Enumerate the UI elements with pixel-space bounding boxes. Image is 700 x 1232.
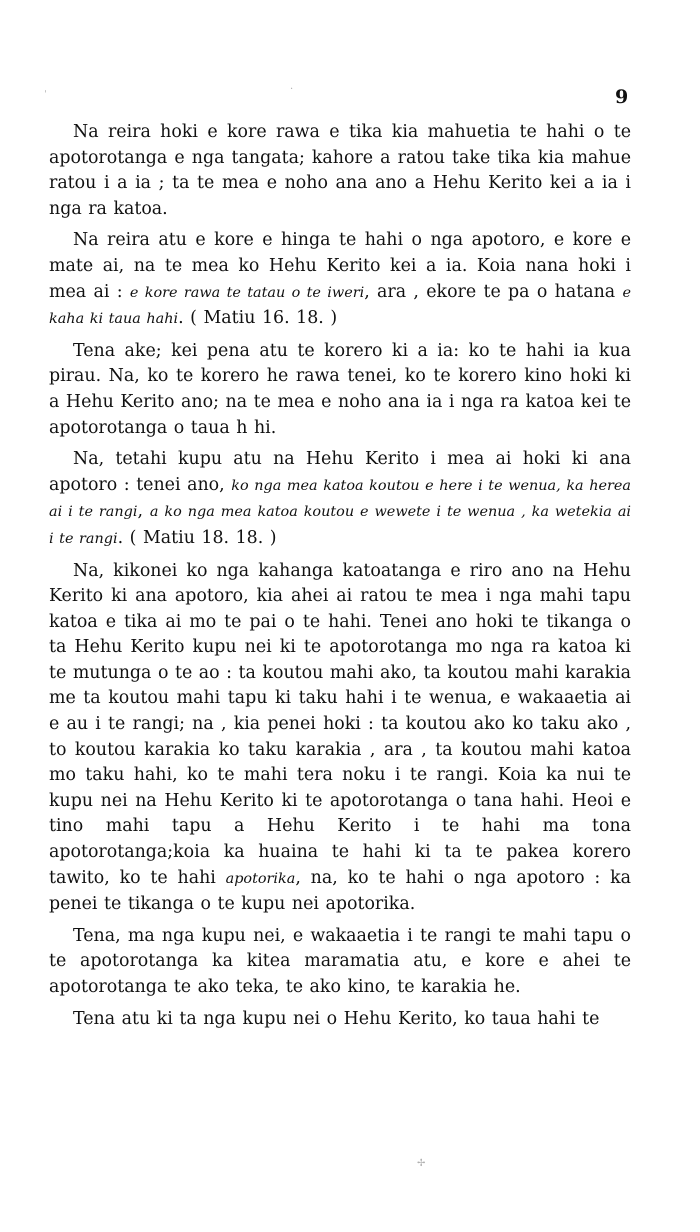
body-text: [49, 120, 631, 1038]
scripture-reference: . ( Matiu 16. 18. ): [178, 308, 338, 329]
paragraph: [49, 339, 631, 441]
italic-quote: e kore rawa te tatau o te iweri: [129, 284, 365, 301]
text-run: Na reira atu e kore e hinga te hahi o nga apotoro, e kore e mate ai, na te mea ko Hehu Kerito kei a ia. Koia nana hoki i mea ai :: [49, 230, 631, 302]
paragraph: [49, 228, 631, 332]
italic-quote: e kaha ki taua hahi: [49, 284, 631, 328]
text-run: Na, tetahi kupu atu na Hehu Kerito i mea ai hoki ki ana apotoro : tenei ano,: [49, 449, 631, 495]
page-number: 9: [615, 86, 629, 108]
paragraph: [49, 1007, 631, 1033]
paragraph: [49, 447, 631, 552]
paragraph: [49, 559, 631, 918]
paragraph: [49, 120, 631, 222]
italic-quote: a ko nga mea katoa koutou e wewete i te wenua , ka wetekia ai i te rangi: [49, 504, 631, 547]
text-run: Na, kikonei ko nga kahanga katoatanga e riro ano na Hehu Kerito ki ana apotoro, kia ahei ai ratou te mea i nga mahi tapu katoa e tika ai mo te pai o te hahi. Tenei ano hoki te tikanga o ta Hehu Kerito kupu nei ki te apotorotanga mo nga ra katoa ki te mutunga o te ao : ta koutou mahi ako, ta koutou mahi karakia me ta koutou mahi tapu ki taku hahi i te wenua, e wakaaetia ai e au i te rangi; na , kia penei hoki : ta koutou ako ko taku ako , to koutou karakia ko taku karakia , ara , ta koutou mahi katoa mo taku hahi, ko te mahi tera noku i te rangi. Koia ka nui te kupu nei na Hehu Kerito ki te apotorotanga o tana hahi. Heoi e tino mahi tapu a Hehu Kerito i te hahi ma tona apotorotanga;koia ka huaina te hahi ki ta te pakea korero tawito, ko te hahi: [49, 560, 631, 888]
italic-term: apotorika: [225, 870, 296, 887]
text-run: Tena, ma nga kupu nei, e wakaaetia i te rangi te mahi tapu o te apotorotanga ka kitea maramatia atu, e kore e ahei te apotorotanga te ako teka, te ako kino, te karakia he.: [49, 925, 631, 997]
text-run: Na reira hoki e kore rawa e tika kia mahuetia te hahi o te apotorotanga e nga tangata; kahore a ratou take tika kia mahue ratou i a ia ; ta te mea e noho ana ano a Hehu Kerito kei a ia i nga ra katoa.: [49, 122, 631, 219]
paper-speck: ·: [290, 84, 294, 95]
scripture-reference: . ( Matiu 18. 18. ): [117, 527, 277, 548]
paragraph: [49, 924, 631, 1001]
italic-quote: ko nga mea katoa koutou e here i te wenua, ka herea ai i te rangi: [49, 477, 631, 521]
text-run: ,: [137, 501, 150, 522]
text-run: Tena atu ki ta nga kupu nei o Hehu Kerito, ko taua hahi te: [73, 1008, 600, 1029]
text-run: , ara , ekore te pa o hatana: [364, 281, 623, 302]
paper-speck: ˈ: [44, 90, 47, 101]
text-run: Tena ake; kei pena atu te korero ki a ia: ko te hahi ia kua pirau. Na, ko te korero he rawa tenei, ko te korero kino hoki ki a Hehu Kerito ano; na te mea e noho ana ia i nga ra katoa kei te apotorotanga o taua h hi.: [49, 340, 631, 438]
paper-speck: ✢: [417, 1158, 426, 1169]
text-run: , na, ko te hahi o nga apotoro : ka penei te tikanga o te kupu nei apotorika.: [49, 867, 631, 915]
